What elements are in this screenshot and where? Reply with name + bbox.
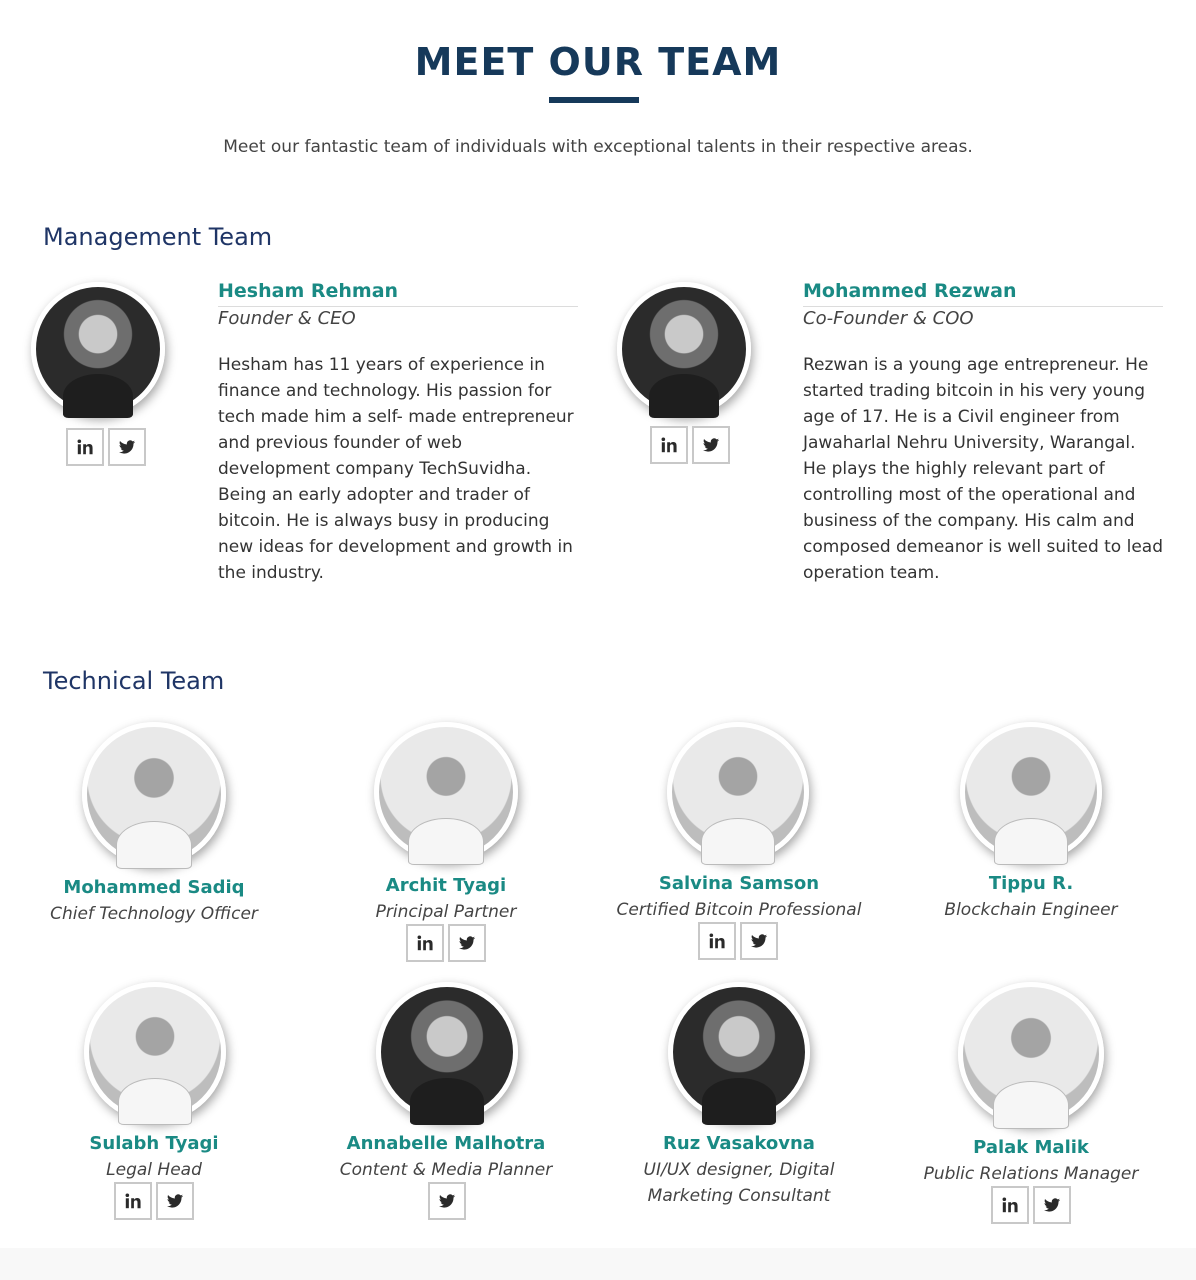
management-section-title: Management Team xyxy=(43,223,273,251)
member-photo xyxy=(667,722,809,862)
member-bio: Hesham has 11 years of experience in finance and technology. His passion for tech made him a self- made entrepreneur and previous founder of web development company TechSuvidha. Being an early adopter and trader of bitcoin. He is always busy in producing new ideas for development and growth in the industry. xyxy=(218,355,574,583)
linkedin-link[interactable] xyxy=(650,426,688,464)
member-name: Salvina Samson xyxy=(658,873,820,894)
linkedin-icon xyxy=(708,932,726,950)
member-role: Principal Partner xyxy=(375,902,517,922)
member-photo xyxy=(31,282,165,416)
social-links xyxy=(698,922,778,960)
page-title: MEET OUR TEAM xyxy=(414,40,782,84)
member-photo xyxy=(960,722,1102,862)
linkedin-icon xyxy=(416,934,434,952)
linkedin-link[interactable] xyxy=(66,428,104,466)
technical-section-title: Technical Team xyxy=(43,667,225,695)
linkedin-link[interactable] xyxy=(698,922,736,960)
twitter-link[interactable] xyxy=(156,1182,194,1220)
member-name: Mohammed Sadiq xyxy=(63,877,245,898)
twitter-icon xyxy=(1043,1196,1061,1214)
member-name: Ruz Vasakovna xyxy=(663,1133,815,1154)
social-links xyxy=(114,1182,194,1220)
member-name: Mohammed Rezwan xyxy=(803,280,1017,302)
member-photo xyxy=(958,982,1104,1126)
divider xyxy=(803,306,1163,307)
social-links xyxy=(991,1186,1071,1224)
member-name: Archit Tyagi xyxy=(385,875,507,896)
member-name: Palak Malik xyxy=(973,1137,1089,1158)
member-role: Legal Head xyxy=(106,1160,202,1180)
member-role: UI/UX designer, Digital Marketing Consultant xyxy=(643,1160,835,1206)
member-photo xyxy=(376,982,518,1122)
member-role: Chief Technology Officer xyxy=(50,904,258,924)
twitter-icon xyxy=(702,436,720,454)
linkedin-link[interactable] xyxy=(406,924,444,962)
member-bio: Rezwan is a young age entrepreneur. He started trading bitcoin in his very young age of 17. He is a Civil engineer from Jawaharlal Nehru University, Warangal. He plays the highly relevant part of controlling most of the operational and business of the company. His calm and composed demeanor is well suited to lead operation team. xyxy=(803,355,1163,583)
member-role: Content & Media Planner xyxy=(339,1160,553,1180)
social-links xyxy=(650,426,730,464)
member-role: Founder & CEO xyxy=(218,308,356,329)
member-photo xyxy=(668,982,810,1122)
twitter-icon xyxy=(166,1192,184,1210)
linkedin-link[interactable] xyxy=(991,1186,1029,1224)
linkedin-icon xyxy=(660,436,678,454)
twitter-link[interactable] xyxy=(1033,1186,1071,1224)
linkedin-icon xyxy=(124,1192,142,1210)
member-name: Sulabh Tyagi xyxy=(89,1133,219,1154)
twitter-link[interactable] xyxy=(108,428,146,466)
member-role: Certified Bitcoin Professional xyxy=(616,900,862,920)
member-photo xyxy=(82,722,226,866)
social-links xyxy=(406,924,486,962)
title-underline xyxy=(549,97,639,103)
member-photo xyxy=(374,722,518,862)
twitter-icon xyxy=(438,1192,456,1210)
linkedin-link[interactable] xyxy=(114,1182,152,1220)
social-links xyxy=(428,1182,466,1220)
member-role: Public Relations Manager xyxy=(923,1164,1139,1184)
linkedin-icon xyxy=(76,438,94,456)
twitter-link[interactable] xyxy=(692,426,730,464)
member-photo xyxy=(84,982,226,1122)
twitter-link[interactable] xyxy=(428,1182,466,1220)
member-name: Tippu R. xyxy=(988,873,1074,894)
member-role: Blockchain Engineer xyxy=(944,900,1118,920)
social-links xyxy=(66,428,146,466)
twitter-icon xyxy=(118,438,136,456)
twitter-link[interactable] xyxy=(740,922,778,960)
member-role: Co-Founder & COO xyxy=(803,308,974,329)
member-photo xyxy=(617,282,751,416)
divider xyxy=(218,306,578,307)
twitter-link[interactable] xyxy=(448,924,486,962)
linkedin-icon xyxy=(1001,1196,1019,1214)
intro-text: Meet our fantastic team of individuals with exceptional talents in their respective areas. xyxy=(223,137,973,157)
member-name: Annabelle Malhotra xyxy=(346,1133,546,1154)
twitter-icon xyxy=(458,934,476,952)
twitter-icon xyxy=(750,932,768,950)
member-name: Hesham Rehman xyxy=(218,280,399,302)
footer-edge xyxy=(0,1248,1196,1280)
